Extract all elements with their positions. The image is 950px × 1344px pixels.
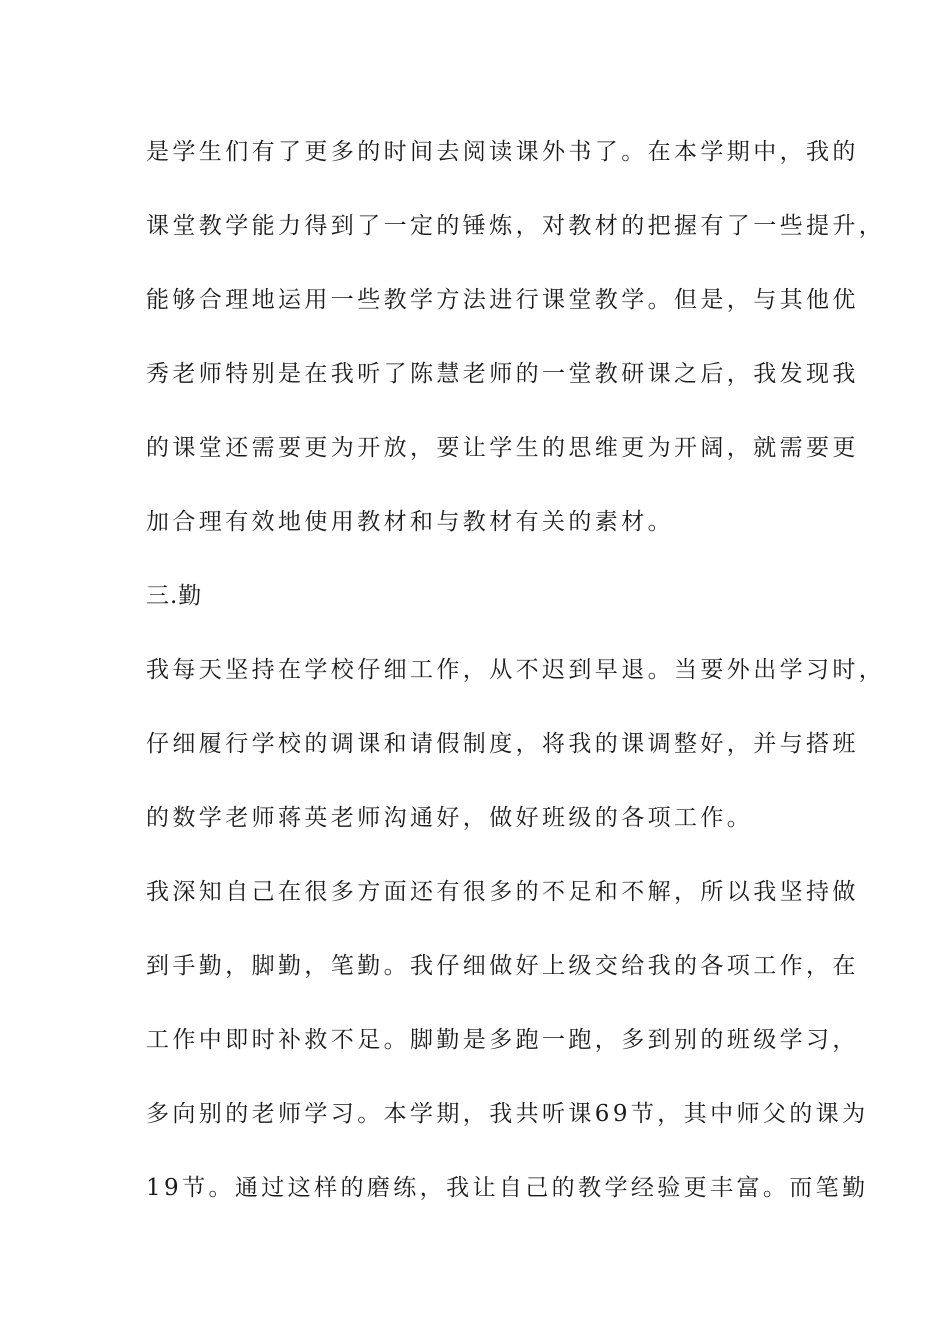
paragraph-line: 是学生们有了更多的时间去阅读课外书了。在本学期中，我的 [146,139,859,165]
paragraph-line: 我深知自己在很多方面还有很多的不足和不解，所以我坚持做 [146,879,859,905]
paragraph-line: 工作中即时补救不足。脚勤是多跑一跑，多到别的班级学习， [146,1027,859,1053]
section-heading: 三.勤 [146,583,203,609]
paragraph-line: 的数学老师蒋英老师沟通好，做好班级的各项工作。 [146,805,754,831]
paragraph-line: 的课堂还需要更为开放，要让学生的思维更为开阔，就需要更 [146,435,859,461]
paragraph-line: 我每天坚持在学校仔细工作，从不迟到早退。当要外出学习时， [146,657,886,683]
paragraph-line: 多向别的老师学习。本学期，我共听课69节，其中师父的课为 [146,1101,869,1127]
paragraph-line: 秀老师特别是在我听了陈慧老师的一堂教研课之后，我发现我 [146,361,859,387]
paragraph-line: 加合理有效地使用教材和与教材有关的素材。 [146,509,674,535]
paragraph-line: 课堂教学能力得到了一定的锤炼，对教材的把握有了一些提升， [146,213,886,239]
paragraph-line: 到手勤，脚勤，笔勤。我仔细做好上级交给我的各项工作，在 [146,953,859,979]
paragraph-line: 仔细履行学校的调课和请假制度，将我的课调整好，并与搭班 [146,731,859,757]
paragraph-line: 能够合理地运用一些教学方法进行课堂教学。但是，与其他优 [146,287,859,313]
paragraph-line: 19节。通过这样的磨练，我让自己的教学经验更丰富。而笔勤 [146,1175,869,1201]
